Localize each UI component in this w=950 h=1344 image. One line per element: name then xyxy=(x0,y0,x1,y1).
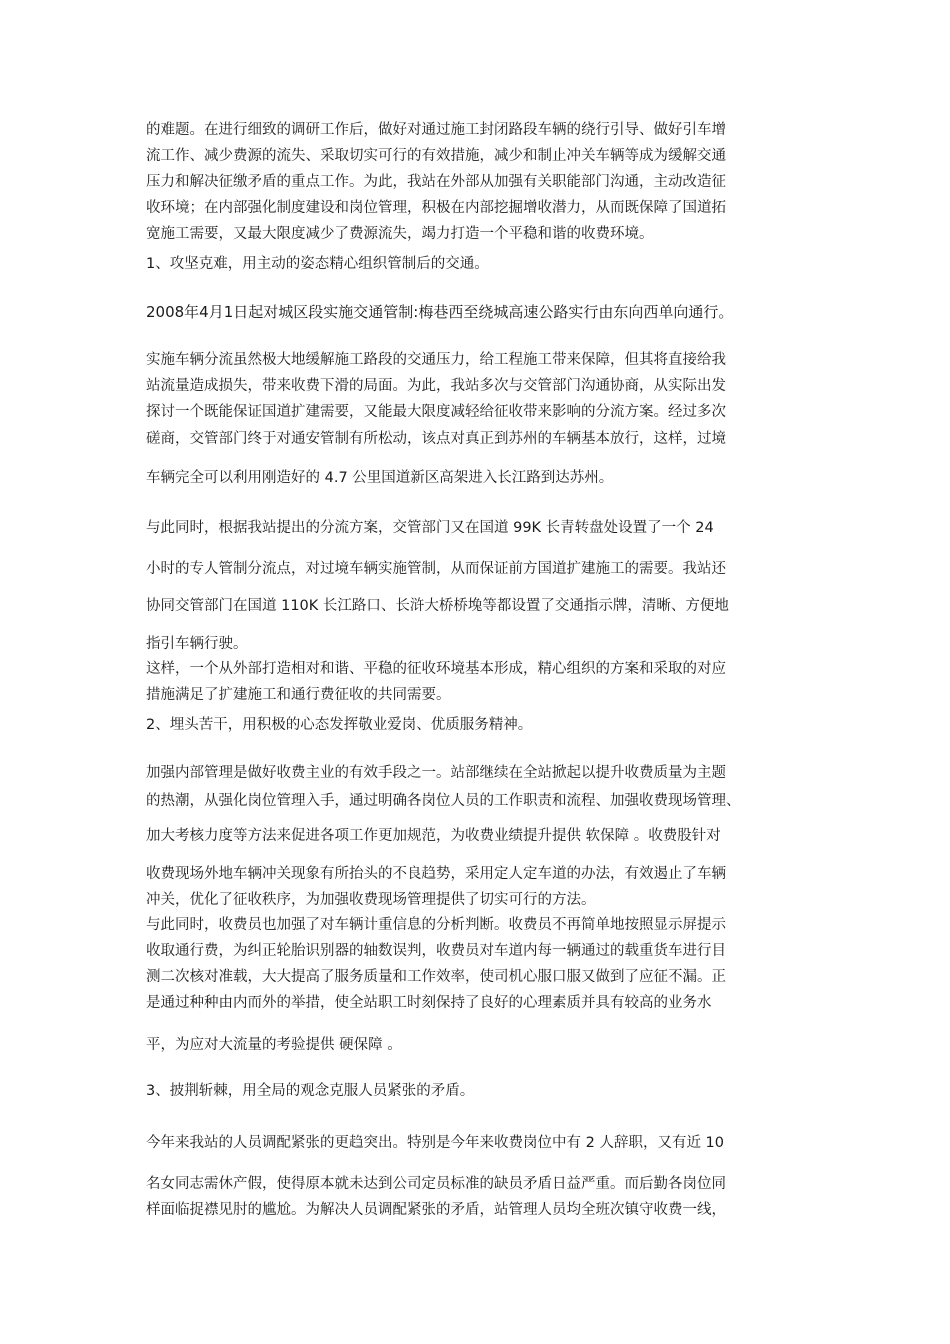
text-line: 是通过种种由内而外的举措，使全站职工时刻保持了良好的心理素质并具有较高的业务水 xyxy=(146,995,712,1011)
text-line: 的难题。在进行细致的调研工作后，做好对通过施工封闭路段车辆的绕行引导、做好引车增 xyxy=(146,122,726,138)
text-line: 平，为应对大流量的考验提供 硬保障 。 xyxy=(146,1037,402,1053)
section-heading: 2、埋头苦干，用积极的心态发挥敬业爱岗、优质服务精神。 xyxy=(146,717,533,733)
text-line: 措施满足了扩建施工和通行费征收的共同需要。 xyxy=(146,687,451,703)
text-line: 样面临捉襟见肘的尴尬。为解决人员调配紧张的矛盾，站管理人员均全班次镇守收费一线， xyxy=(146,1202,726,1218)
text-line: 的热潮，从强化岗位管理入手，通过明确各岗位人员的工作职责和流程、加强收费现场管理、 xyxy=(146,793,741,809)
text-line: 流工作、减少费源的流失、采取切实可行的有效措施，减少和制止冲关车辆等成为缓解交通 xyxy=(146,148,726,164)
text-line: 今年来我站的人员调配紧张的更趋突出。特别是今年来收费岗位中有 2 人辞职，又有近 10 xyxy=(146,1135,724,1151)
text-line: 收取通行费，为纠正轮胎识别器的轴数误判，收费员对车道内每一辆通过的载重货车进行目 xyxy=(146,943,726,959)
text-line: 宽施工需要，又最大限度减少了费源流失，竭力打造一个平稳和谐的收费环境。 xyxy=(146,226,654,242)
text-line: 2008年4月1日起对城区段实施交通管制:梅巷西至绕城高速公路实行由东向西单向通行。 xyxy=(146,303,734,321)
text-line: 指引车辆行驶。 xyxy=(146,636,248,652)
text-line: 这样，一个从外部打造相对和谐、平稳的征收环境基本形成，精心组织的方案和采取的对应 xyxy=(146,661,726,677)
text-line: 收环境；在内部强化制度建设和岗位管理，积极在内部挖掘增收潜力，从而既保障了国道拓 xyxy=(146,200,726,216)
text-line: 磋商，交管部门终于对通安管制有所松动，该点对真正到苏州的车辆基本放行，这样，过境 xyxy=(146,431,726,447)
text-line: 与此同时，收费员也加强了对车辆计重信息的分析判断。收费员不再简单地按照显示屏提示 xyxy=(146,917,726,933)
section-heading: 3、披荆斩棘，用全局的观念克服人员紧张的矛盾。 xyxy=(146,1083,475,1099)
text-line: 名女同志需休产假，使得原本就未达到公司定员标准的缺员矛盾日益严重。而后勤各岗位同 xyxy=(146,1176,726,1192)
text-line: 与此同时，根据我站提出的分流方案，交管部门又在国道 99K 长青转盘处设置了一个 24 xyxy=(146,520,714,536)
text-line: 实施车辆分流虽然极大地缓解施工路段的交通压力，给工程施工带来保障，但其将直接给我 xyxy=(146,352,726,368)
text-line: 站流量造成损失，带来收费下滑的局面。为此，我站多次与交管部门沟通协商，从实际出发 xyxy=(146,378,726,394)
text-line: 加强内部管理是做好收费主业的有效手段之一。站部继续在全站掀起以提升收费质量为主题 xyxy=(146,765,726,781)
text-line: 探讨一个既能保证国道扩建需要，又能最大限度减轻给征收带来影响的分流方案。经过多次 xyxy=(146,404,726,420)
text-line: 小时的专人管制分流点，对过境车辆实施管制，从而保证前方国道扩建施工的需要。我站还 xyxy=(146,561,726,577)
text-line: 加大考核力度等方法来促进各项工作更加规范，为收费业绩提升提供 软保障 。收费股针对 xyxy=(146,828,721,844)
text-line: 压力和解决征缴矛盾的重点工作。为此，我站在外部从加强有关职能部门沟通，主动改造征 xyxy=(146,174,726,190)
section-heading: 1、攻坚克难，用主动的姿态精心组织管制后的交通。 xyxy=(146,256,489,272)
text-line: 车辆完全可以利用刚造好的 4.7 公里国道新区高架进入长江路到达苏州。 xyxy=(146,470,614,486)
text-line: 协同交管部门在国道 110K 长江路口、长浒大桥桥堍等都设置了交通指示牌，清晰、方便地 xyxy=(146,598,729,614)
text-line: 冲关，优化了征收秩序，为加强收费现场管理提供了切实可行的方法。 xyxy=(146,892,596,908)
text-line: 收费现场外地车辆冲关现象有所抬头的不良趋势，采用定人定车道的办法，有效遏止了车辆 xyxy=(146,866,726,882)
text-line: 测二次核对准载，大大提高了服务质量和工作效率，使司机心服口服又做到了应征不漏。正 xyxy=(146,969,726,985)
